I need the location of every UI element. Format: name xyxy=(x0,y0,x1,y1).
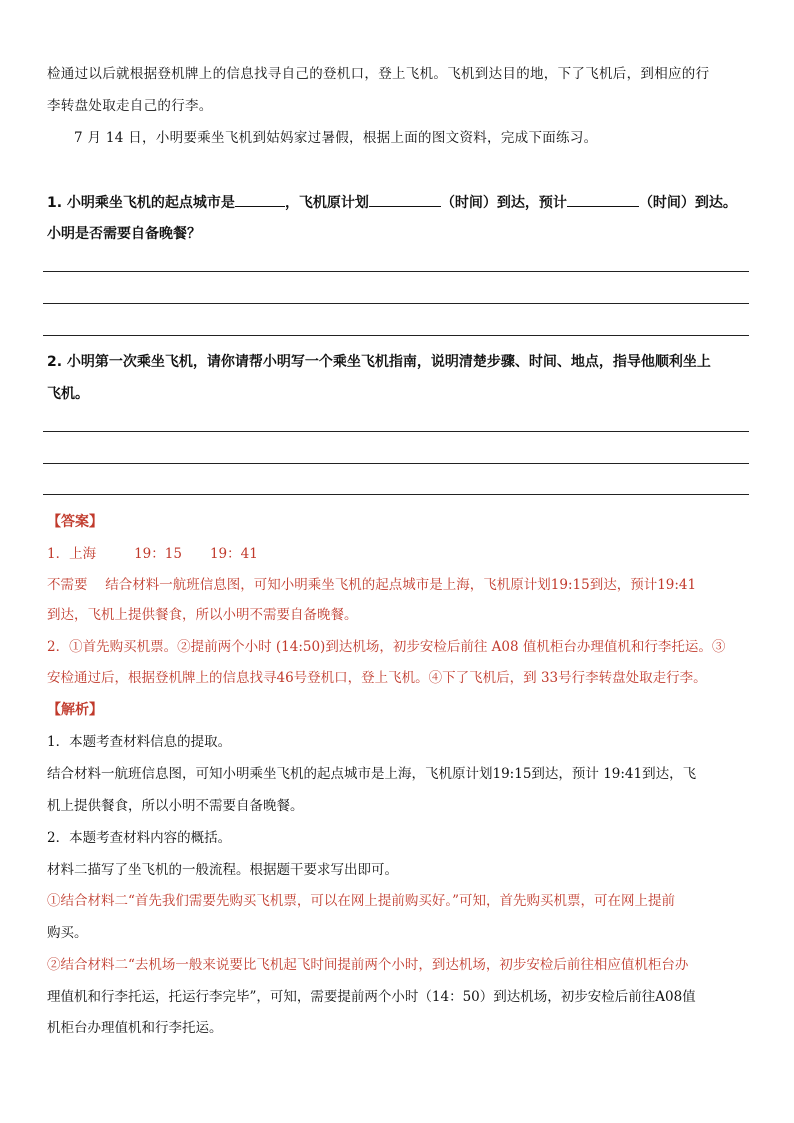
answer-1-city: 1．上海 xyxy=(47,546,97,562)
analysis-line-1: 1．本题考查材料信息的提取。 xyxy=(47,734,232,750)
answer-line[interactable] xyxy=(43,463,749,464)
question-1-line-2: 小明是否需要自备晚餐？ xyxy=(47,226,201,242)
question-1-part-1: 1. 小明乘坐飞机的起点城市是 xyxy=(47,195,235,211)
answer-line[interactable] xyxy=(43,271,749,272)
analysis-line-3: 机上提供餐食，所以小明不需要自备晚餐。 xyxy=(47,798,304,814)
material-text-line-2: 李转盘处取走自己的行李。 xyxy=(47,98,213,114)
question-1-part-3: （时间）到达，预计 xyxy=(440,195,567,211)
question-1 xyxy=(47,192,752,213)
question-2-line-1: 2. 小明第一次乘坐飞机，请你请帮小明写一个乘坐飞机指南，说明清楚步骤、时间、地点，指导他顺利坐上 xyxy=(47,354,711,370)
answer-1-line-2: 不需要 结合材料一航班信息图，可知小明乘坐飞机的起点城市是上海，飞机原计划19:15到达，预计19:41 xyxy=(47,577,697,593)
material-text-line-1: 检通过以后就根据登机牌上的信息找寻自己的登机口，登上飞机。飞机到达目的地，下了飞机后，到相应的行 xyxy=(47,66,710,82)
answer-line[interactable] xyxy=(43,335,749,336)
answer-1-line-3: 到达，飞机上提供餐食，所以小明不需要自备晚餐。 xyxy=(47,607,358,623)
material-text-line-3: 7 月 14 日，小明要乘坐飞机到姑妈家过暑假，根据上面的图文资料，完成下面练习。 xyxy=(74,130,598,146)
analysis-line-5: 材料二描写了坐飞机的一般流程。根据题干要求写出即可。 xyxy=(47,862,398,878)
answer-blank-expected-time[interactable] xyxy=(567,192,639,207)
answer-line[interactable] xyxy=(43,303,749,304)
analysis-line-4: 2．本题考查材料内容的概括。 xyxy=(47,830,232,846)
analysis-line-7: 购买。 xyxy=(47,925,88,941)
analysis-line-6: ①结合材料二“首先我们需要先购买飞机票，可以在网上提前购买好。”可知，首先购买机票，可在网上提前 xyxy=(47,893,676,909)
answer-line[interactable] xyxy=(43,494,749,495)
question-1-part-4: （时间）到达。 xyxy=(638,195,737,211)
analysis-heading: 【解析】 xyxy=(47,702,103,718)
answer-1-expected-time: 19：41 xyxy=(209,546,258,562)
answer-1-planned-time: 19：15 xyxy=(134,546,182,562)
answer-heading: 【答案】 xyxy=(47,514,103,530)
answer-blank-city[interactable] xyxy=(235,192,285,207)
analysis-line-9: 理值机和行李托运，托运行李完毕”，可知，需要提前两个小时（14：50）到达机场，初步安检后前往A08值 xyxy=(47,989,696,1005)
analysis-line-2: 结合材料一航班信息图，可知小明乘坐飞机的起点城市是上海，飞机原计划19:15到达，预计 19:41到达，飞 xyxy=(47,766,697,782)
answer-blank-planned-time[interactable] xyxy=(369,192,441,207)
answer-line[interactable] xyxy=(43,431,749,432)
analysis-line-8: ②结合材料二“去机场一般来说要比飞机起飞时间提前两个小时，到达机场，初步安检后前往相应值机柜台办 xyxy=(47,957,689,973)
answer-2-line-2: 安检通过后，根据登机牌上的信息找寻46号登机口，登上飞机。④下了飞机后，到 33号行李转盘处取走行李。 xyxy=(47,670,707,686)
answer-2-line-1: 2．①首先购买机票。②提前两个小时 (14:50)到达机场，初步安检后前往 A08 值机柜台办理值机和行李托运。③ xyxy=(47,639,726,655)
analysis-line-10: 机柜台办理值机和行李托运。 xyxy=(47,1020,223,1036)
answer-1-line-1 xyxy=(47,544,752,564)
question-2-line-2: 飞机。 xyxy=(47,386,89,402)
question-1-part-2: ，飞机原计划 xyxy=(284,195,369,211)
